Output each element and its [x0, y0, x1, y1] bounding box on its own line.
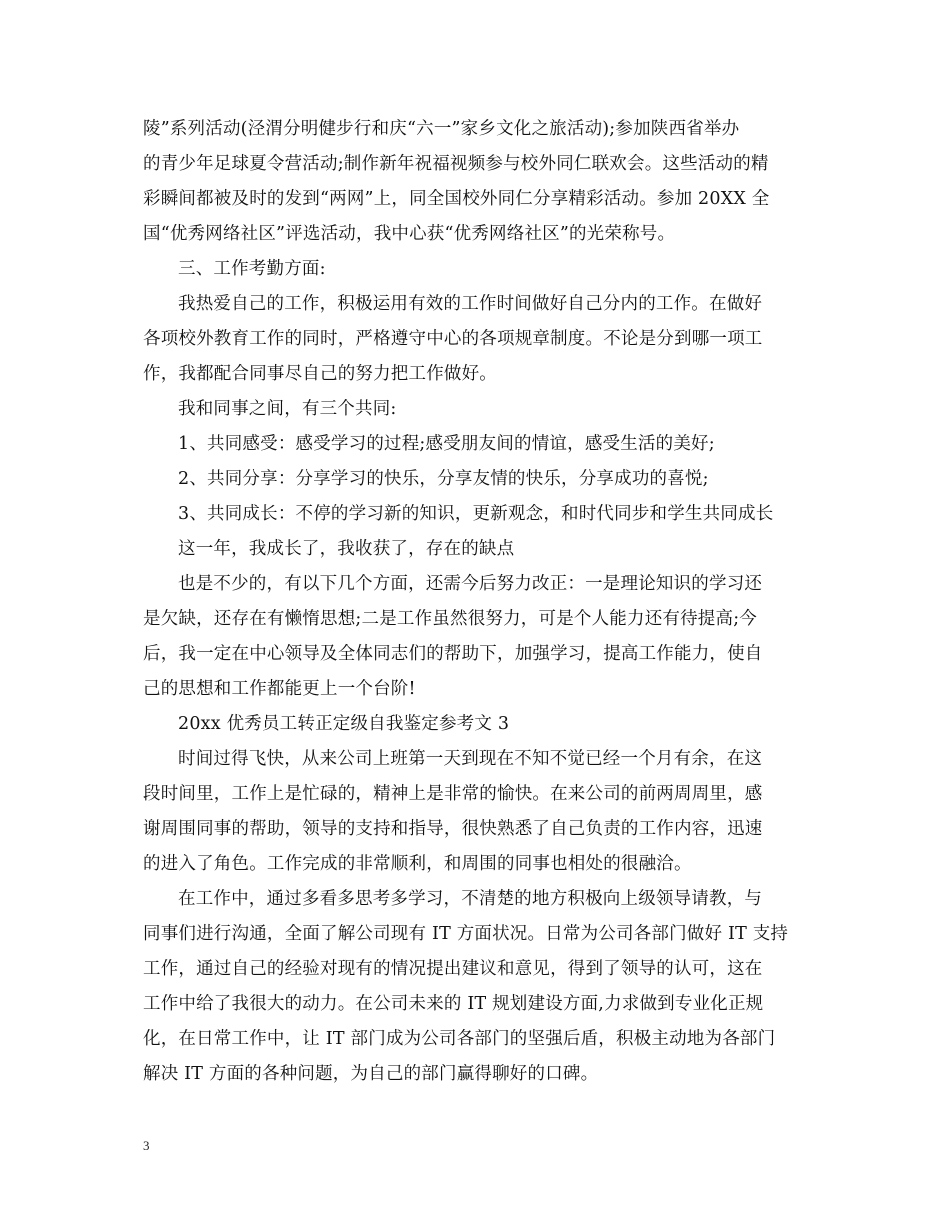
text-line: 工作，通过自己的经验对现有的情况提出建议和意见，得到了领导的认可，这在	[143, 959, 763, 979]
text-line: 也是不少的，有以下几个方面，还需今后努力改正：一是理论知识的学习还	[178, 574, 763, 594]
text-line: 己的思想和工作都能更上一个台阶!	[143, 679, 416, 699]
page-number: 3	[143, 1138, 150, 1153]
text-line: 同事们进行沟通，全面了解公司现有 IT 方面状况。日常为公司各部门做好 IT 支持	[143, 924, 789, 944]
text-line: 20xx 优秀员工转正定级自我鉴定参考文 3	[178, 714, 510, 734]
text-line: 我和同事之间，有三个共同:	[178, 399, 397, 419]
text-line: 陵”系列活动(泾渭分明健步行和庆“六一”家乡文化之旅活动);参加陕西省举办	[143, 119, 740, 139]
text-line: 时间过得飞快，从来公司上班第一天到现在不知不觉已经一个月有余，在这	[178, 749, 763, 769]
text-line: 1、共同感受：感受学习的过程;感受朋友间的情谊，感受生活的美好;	[178, 434, 715, 454]
text-line: 化，在日常工作中，让 IT 部门成为公司各部门的坚强后盾，积极主动地为各部门	[143, 1029, 776, 1049]
text-line: 三、工作考勤方面:	[178, 259, 326, 279]
document-body	[143, 112, 811, 1092]
text-line: 彩瞬间都被及时的发到“两网”上，同全国校外同仁分享精彩活动。参加 20XX 全	[143, 189, 770, 209]
text-line: 在工作中，通过多看多思考多学习，不清楚的地方积极向上级领导请教，与	[178, 889, 763, 909]
text-line: 这一年，我成长了，我收获了，存在的缺点	[178, 539, 515, 559]
text-line: 谢周围同事的帮助，领导的支持和指导，很快熟悉了自己负责的工作内容，迅速	[143, 819, 763, 839]
text-line: 国“优秀网络社区”评选活动，我中心获“优秀网络社区”的光荣称号。	[143, 224, 676, 244]
text-line: 段时间里，工作上是忙碌的，精神上是非常的愉快。在来公司的前两周周里，感	[143, 784, 763, 804]
text-line: 3、共同成长：不停的学习新的知识，更新观念，和时代同步和学生共同成长	[178, 504, 774, 524]
text-line: 的进入了角色。工作完成的非常顺利，和周围的同事也相处的很融洽。	[143, 854, 692, 874]
text-line: 后，我一定在中心领导及全体同志们的帮助下，加强学习，提高工作能力，使自	[143, 644, 763, 664]
text-line: 各项校外教育工作的同时，严格遵守中心的各项规章制度。不论是分到哪一项工	[143, 329, 763, 349]
text-line: 2、共同分享：分享学习的快乐，分享友情的快乐，分享成功的喜悦;	[178, 469, 709, 489]
text-line: 作，我都配合同事尽自己的努力把工作做好。	[143, 364, 497, 384]
text-line: 解决 IT 方面的各种问题，为自己的部门赢得聊好的口碑。	[143, 1064, 599, 1084]
text-line: 工作中给了我很大的动力。在公司未来的 IT 规划建设方面,力求做到专业化正规	[143, 994, 764, 1014]
text-line: 的青少年足球夏令营活动;制作新年祝福视频参与校外同仁联欢会。这些活动的精	[143, 154, 769, 174]
text-line: 是欠缺，还存在有懒惰思想;二是工作虽然很努力，可是个人能力还有待提高;今	[143, 609, 757, 629]
text-line: 我热爱自己的工作，积极运用有效的工作时间做好自己分内的工作。在做好	[178, 294, 763, 314]
